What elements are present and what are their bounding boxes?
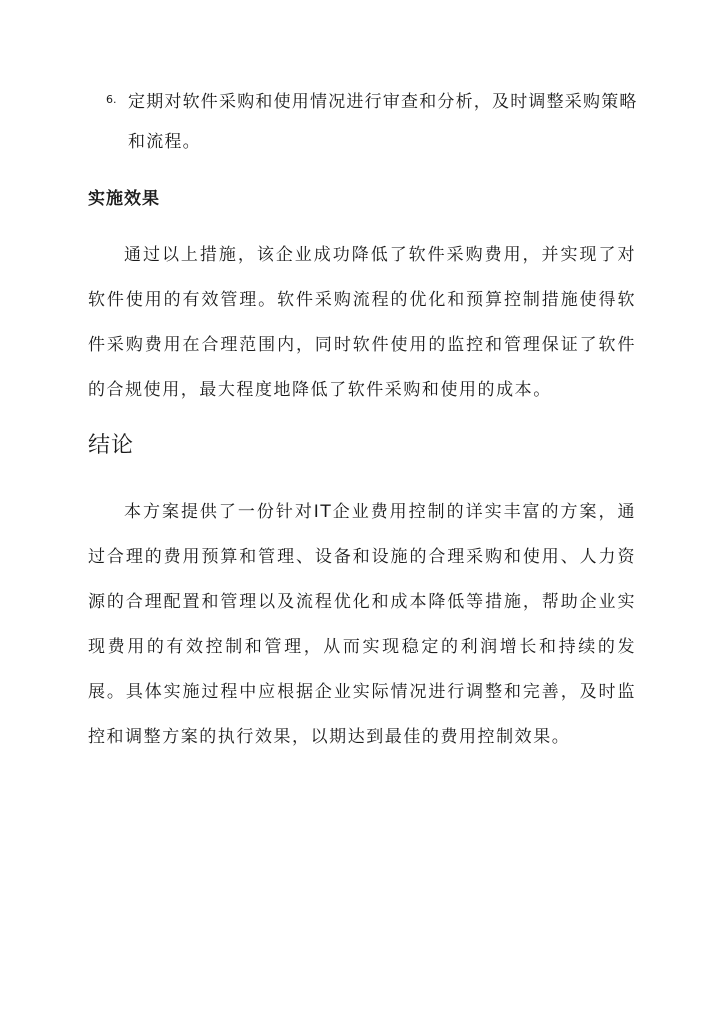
list-item-text: 定期对软件采购和使用情况进行审查和分析，及时调整采购策略和流程。 <box>128 92 638 152</box>
list-marker: 6. <box>106 93 117 106</box>
list-item <box>88 82 648 162</box>
effect-paragraph: 通过以上措施，该企业成功降低了软件采购费用，并实现了对软件使用的有效管理。软件采购流程的优化和预算控制措施使得软件采购费用在合理范围内，同时软件使用的监控和管理保证了软件的合规使用，最大程度地降低了软件采购和使用的成本。 <box>88 245 636 400</box>
section-heading-effect: 实施效果 <box>88 189 160 209</box>
section-heading-conclusion: 结论 <box>88 433 135 458</box>
conclusion-paragraph: 本方案提供了一份针对IT企业费用控制的详实丰富的方案，通过合理的费用预算和管理、设备和设施的合理采购和使用、人力资源的合理配置和管理以及流程优化和成本降低等措施，帮助企业实现费用的有效控制和管理，从而实现稳定的利润增长和持续的发展。具体实施过程中应根据企业实际情况进行调整和完善，及时监控和调整方案的执行效果，以期达到最佳的费用控制效果。 <box>88 502 636 747</box>
